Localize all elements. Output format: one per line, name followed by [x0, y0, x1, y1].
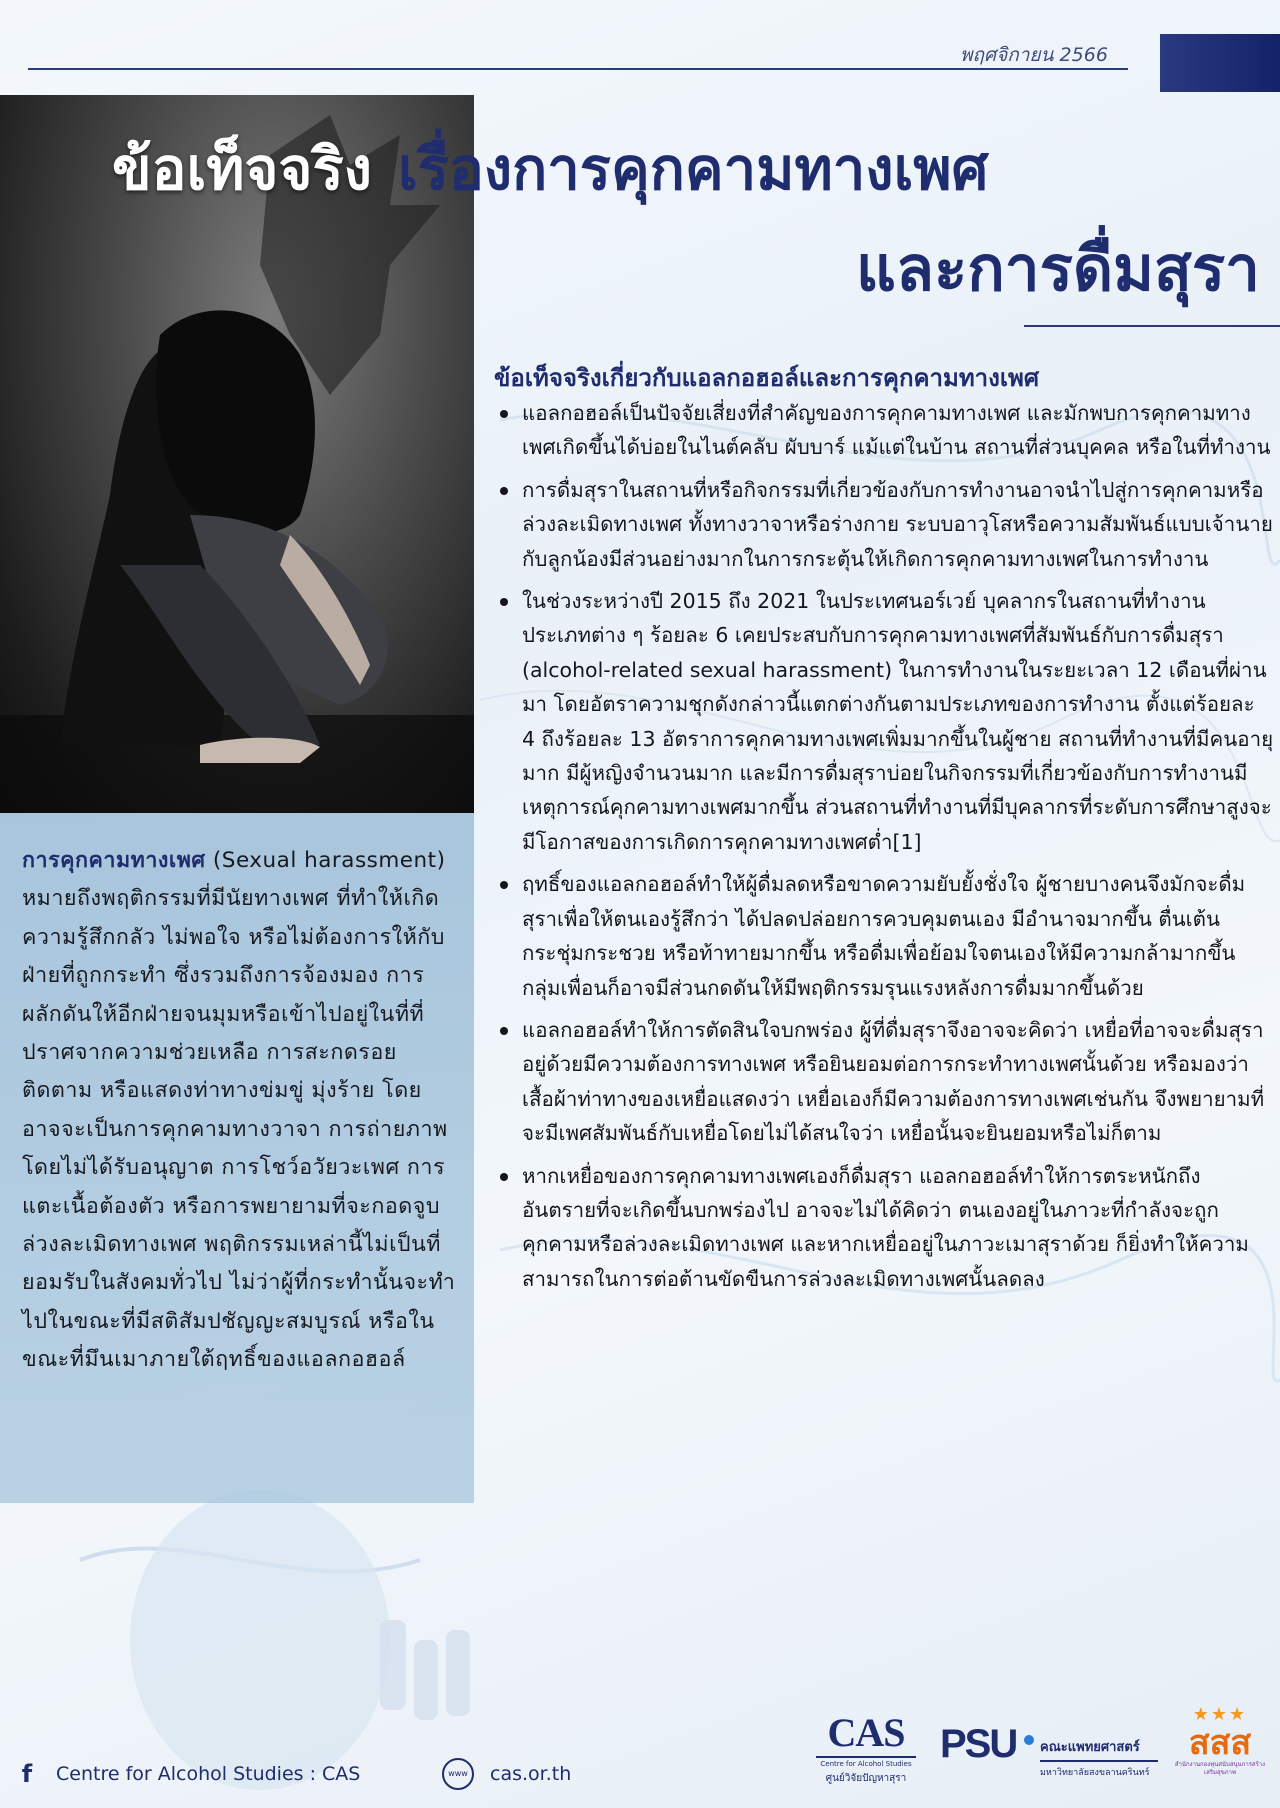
header-accent-bar	[1160, 34, 1280, 92]
psu-logo-dot	[1024, 1735, 1034, 1745]
facts-list	[494, 396, 1274, 1304]
cas-logo-rule	[816, 1756, 916, 1758]
title-line-2: และการดื่มสุรา	[856, 232, 1260, 305]
sss-logo-mark: สสส	[1188, 1723, 1252, 1763]
definition-body: (Sexual harassment) หมายถึงพฤติกรรมที่มีนัยทางเพศ ที่ทำให้เกิดความรู้สึกกลัว ไม่พอใจ หรือไม่ต้องการให้กับฝ่ายที่ถูกกระทำ ซึ่งรวมถึงการจ้องมอง การผลักดันให้อีกฝ่ายจนมุมหรือเข้าไปอยู่ในที่ที่ปราศจากความช่วยเหลือ การสะกดรอยติดตาม หรือแสดงท่าทางข่มขู่ มุ่งร้าย โดยอาจจะเป็นการคุกคามทางวาจา การถ่ายภาพโดยไม่ได้รับอนุญาต การโชว์อวัยวะเพศ การแตะเนื้อต้องตัว หรือการพยายามที่จะกอดจูบ ล่วงละเมิดทางเพศ พฤติกรรมเหล่านี้ไม่เป็นที่ยอมรับในสังคมทั่วไป ไม่ว่าผู้ที่กระทำนั้นจะทำไปในขณะที่มีสติสัมปชัญญะสมบูรณ์ หรือในขณะที่มึนเมาภายใต้ฤทธิ์ของแอลกอฮอล์	[22, 848, 456, 1373]
fact-item: ฤทธิ์ของแอลกอฮอล์ทำให้ผู้ดื่มลดหรือขาดความยับยั้งชั่งใจ ผู้ชายบางคนจึงมักจะดื่มสุราเพื่อให้ตนเองรู้สึกว่า ได้ปลดปล่อยการควบคุมตนเอง มีอำนาจมากขึ้น ตื่นเต้นกระชุ่มกระชวย หรือท้าทายมากขึ้น หรือดื่มเพื่อย้อมใจตนเองให้มีความกล้ามากขึ้น กลุ่มเพื่อนก็อาจมีส่วนกดดันให้มีพฤติกรรมรุนแรงหลังการดื่มมากขึ้นด้วย	[494, 867, 1274, 1005]
faculty-rule	[1040, 1760, 1158, 1762]
sss-stars-icon: ★★★	[1192, 1704, 1248, 1725]
definition-text	[22, 842, 458, 1380]
facebook-link[interactable]: Centre for Alcohol Studies : CAS	[56, 1763, 361, 1785]
fact-item: หากเหยื่อของการคุกคามทางเพศเองก็ดื่มสุรา แอลกอฮอล์ทำให้การตระหนักถึงอันตรายที่จะเกิดขึ้นบกพร่องไป อาจจะไม่ได้คิดว่า ตนเองอยู่ในภาวะที่กำลังจะถูกคุกคามหรือล่วงละเมิดทางเพศ และหากเหยื่ออยู่ในภาวะเมาสุราด้วย ก็ยิ่งทำให้ความสามารถในการต่อต้านขัดขืนการล่วงละเมิดทางเพศนั้นลดลง	[494, 1159, 1274, 1297]
fact-item: แอลกอฮอล์ทำให้การตัดสินใจบกพร่อง ผู้ที่ดื่มสุราจึงอาจจะคิดว่า เหยื่อที่อาจจะดื่มสุราอยู่ด้วยมีความต้องการทางเพศ หรือยินยอมต่อการกระทำทางเพศนั้นด้วย หรือมองว่า เสื้อผ้าท่าทางของเหยื่อแสดงว่า เหยื่อเองก็มีความต้องการทางเพศเช่นกัน จึงพยายามที่จะมีเพศสัมพันธ์กับเหยื่อโดยไม่ได้สนใจว่า เหยื่อนั้นจะยินยอมหรือไม่ก็ตาม	[494, 1013, 1274, 1151]
globe-icon: www	[442, 1758, 474, 1790]
facts-heading: ข้อเท็จจริงเกี่ยวกับแอลกอฮอล์และการคุกคามทางเพศ	[494, 364, 1040, 392]
cas-logo-subtitle: Centre for Alcohol Studies	[820, 1760, 912, 1768]
faculty-logo	[1040, 1736, 1158, 1779]
fact-item: แอลกอฮอล์เป็นปัจจัยเสี่ยงที่สำคัญของการคุกคามทางเพศ และมักพบการคุกคามทางเพศเกิดขึ้นได้บ่อยในไนต์คลับ ผับบาร์ แม้แต่ในบ้าน สถานที่ส่วนบุคคล หรือในที่ทำงาน	[494, 396, 1274, 465]
website-link[interactable]: cas.or.th	[490, 1763, 572, 1785]
faculty-university: มหาวิทยาลัยสงขลานครินทร์	[1040, 1768, 1150, 1778]
title-rule	[1024, 325, 1280, 327]
title-main: เรื่องการคุกคามทางเพศ	[397, 135, 989, 203]
cas-logo-mark: CAS	[827, 1710, 905, 1755]
title-line-1	[112, 122, 1272, 215]
title-highlight: ข้อเท็จจริง	[112, 135, 372, 203]
definition-term: การคุกคามทางเพศ	[22, 848, 206, 873]
sss-logo	[1166, 1704, 1274, 1804]
publication-date: พฤศจิกายน 2566	[960, 44, 1108, 66]
fact-item: การดื่มสุราในสถานที่หรือกิจกรรมที่เกี่ยวข้องกับการทำงานอาจนำไปสู่การคุกคามหรือล่วงละเมิดทางเพศ ทั้งทางวาจาหรือร่างกาย ระบบอาวุโสหรือความสัมพันธ์แบบเจ้านายกับลูกน้องมีส่วนอย่างมากในการกระตุ้นให้เกิดการคุกคามทางเพศในการทำงาน	[494, 473, 1274, 576]
cas-logo-thai: ศูนย์วิจัยปัญหาสุรา	[825, 1773, 907, 1784]
sss-logo-subtitle: สำนักงานกองทุนสนับสนุนการสร้างเสริมสุขภาพ	[1174, 1761, 1266, 1776]
faculty-name: คณะแพทยศาสตร์	[1040, 1740, 1140, 1755]
cas-logo	[812, 1712, 920, 1794]
psu-logo: PSU	[940, 1722, 1017, 1766]
fact-item: ในช่วงระหว่างปี 2015 ถึง 2021 ในประเทศนอร์เวย์ บุคลากรในสถานที่ทำงานประเภทต่าง ๆ ร้อยละ 6 เคยประสบกับการคุกคามทางเพศที่สัมพันธ์กับการดื่มสุรา (alcohol-related sexual harassment) ในการทำงานในระยะเวลา 12 เดือนที่ผ่านมา โดยอัตราความชุกดังกล่าวนี้แตกต่างกันตามประเภทของการทำงาน ตั้งแต่ร้อยละ 4 ถึงร้อยละ 13 อัตราการคุกคามทางเพศเพิ่มมากขึ้นในผู้ชาย สถานที่ทำงานที่มีคนอายุมาก มีผู้หญิงจำนวนมาก และมีการดื่มสุราบ่อยในกิจกรรมที่เกี่ยวข้องกับการทำงานมีเหตุการณ์คุกคามทางเพศมากขึ้น ส่วนสถานที่ทำงานที่มีบุคลากรที่ระดับการศึกษาสูงจะมีโอกาสของการเกิดการคุกคามทางเพศต่ำ[1]	[494, 584, 1274, 859]
facebook-icon[interactable]: f	[21, 1760, 33, 1788]
